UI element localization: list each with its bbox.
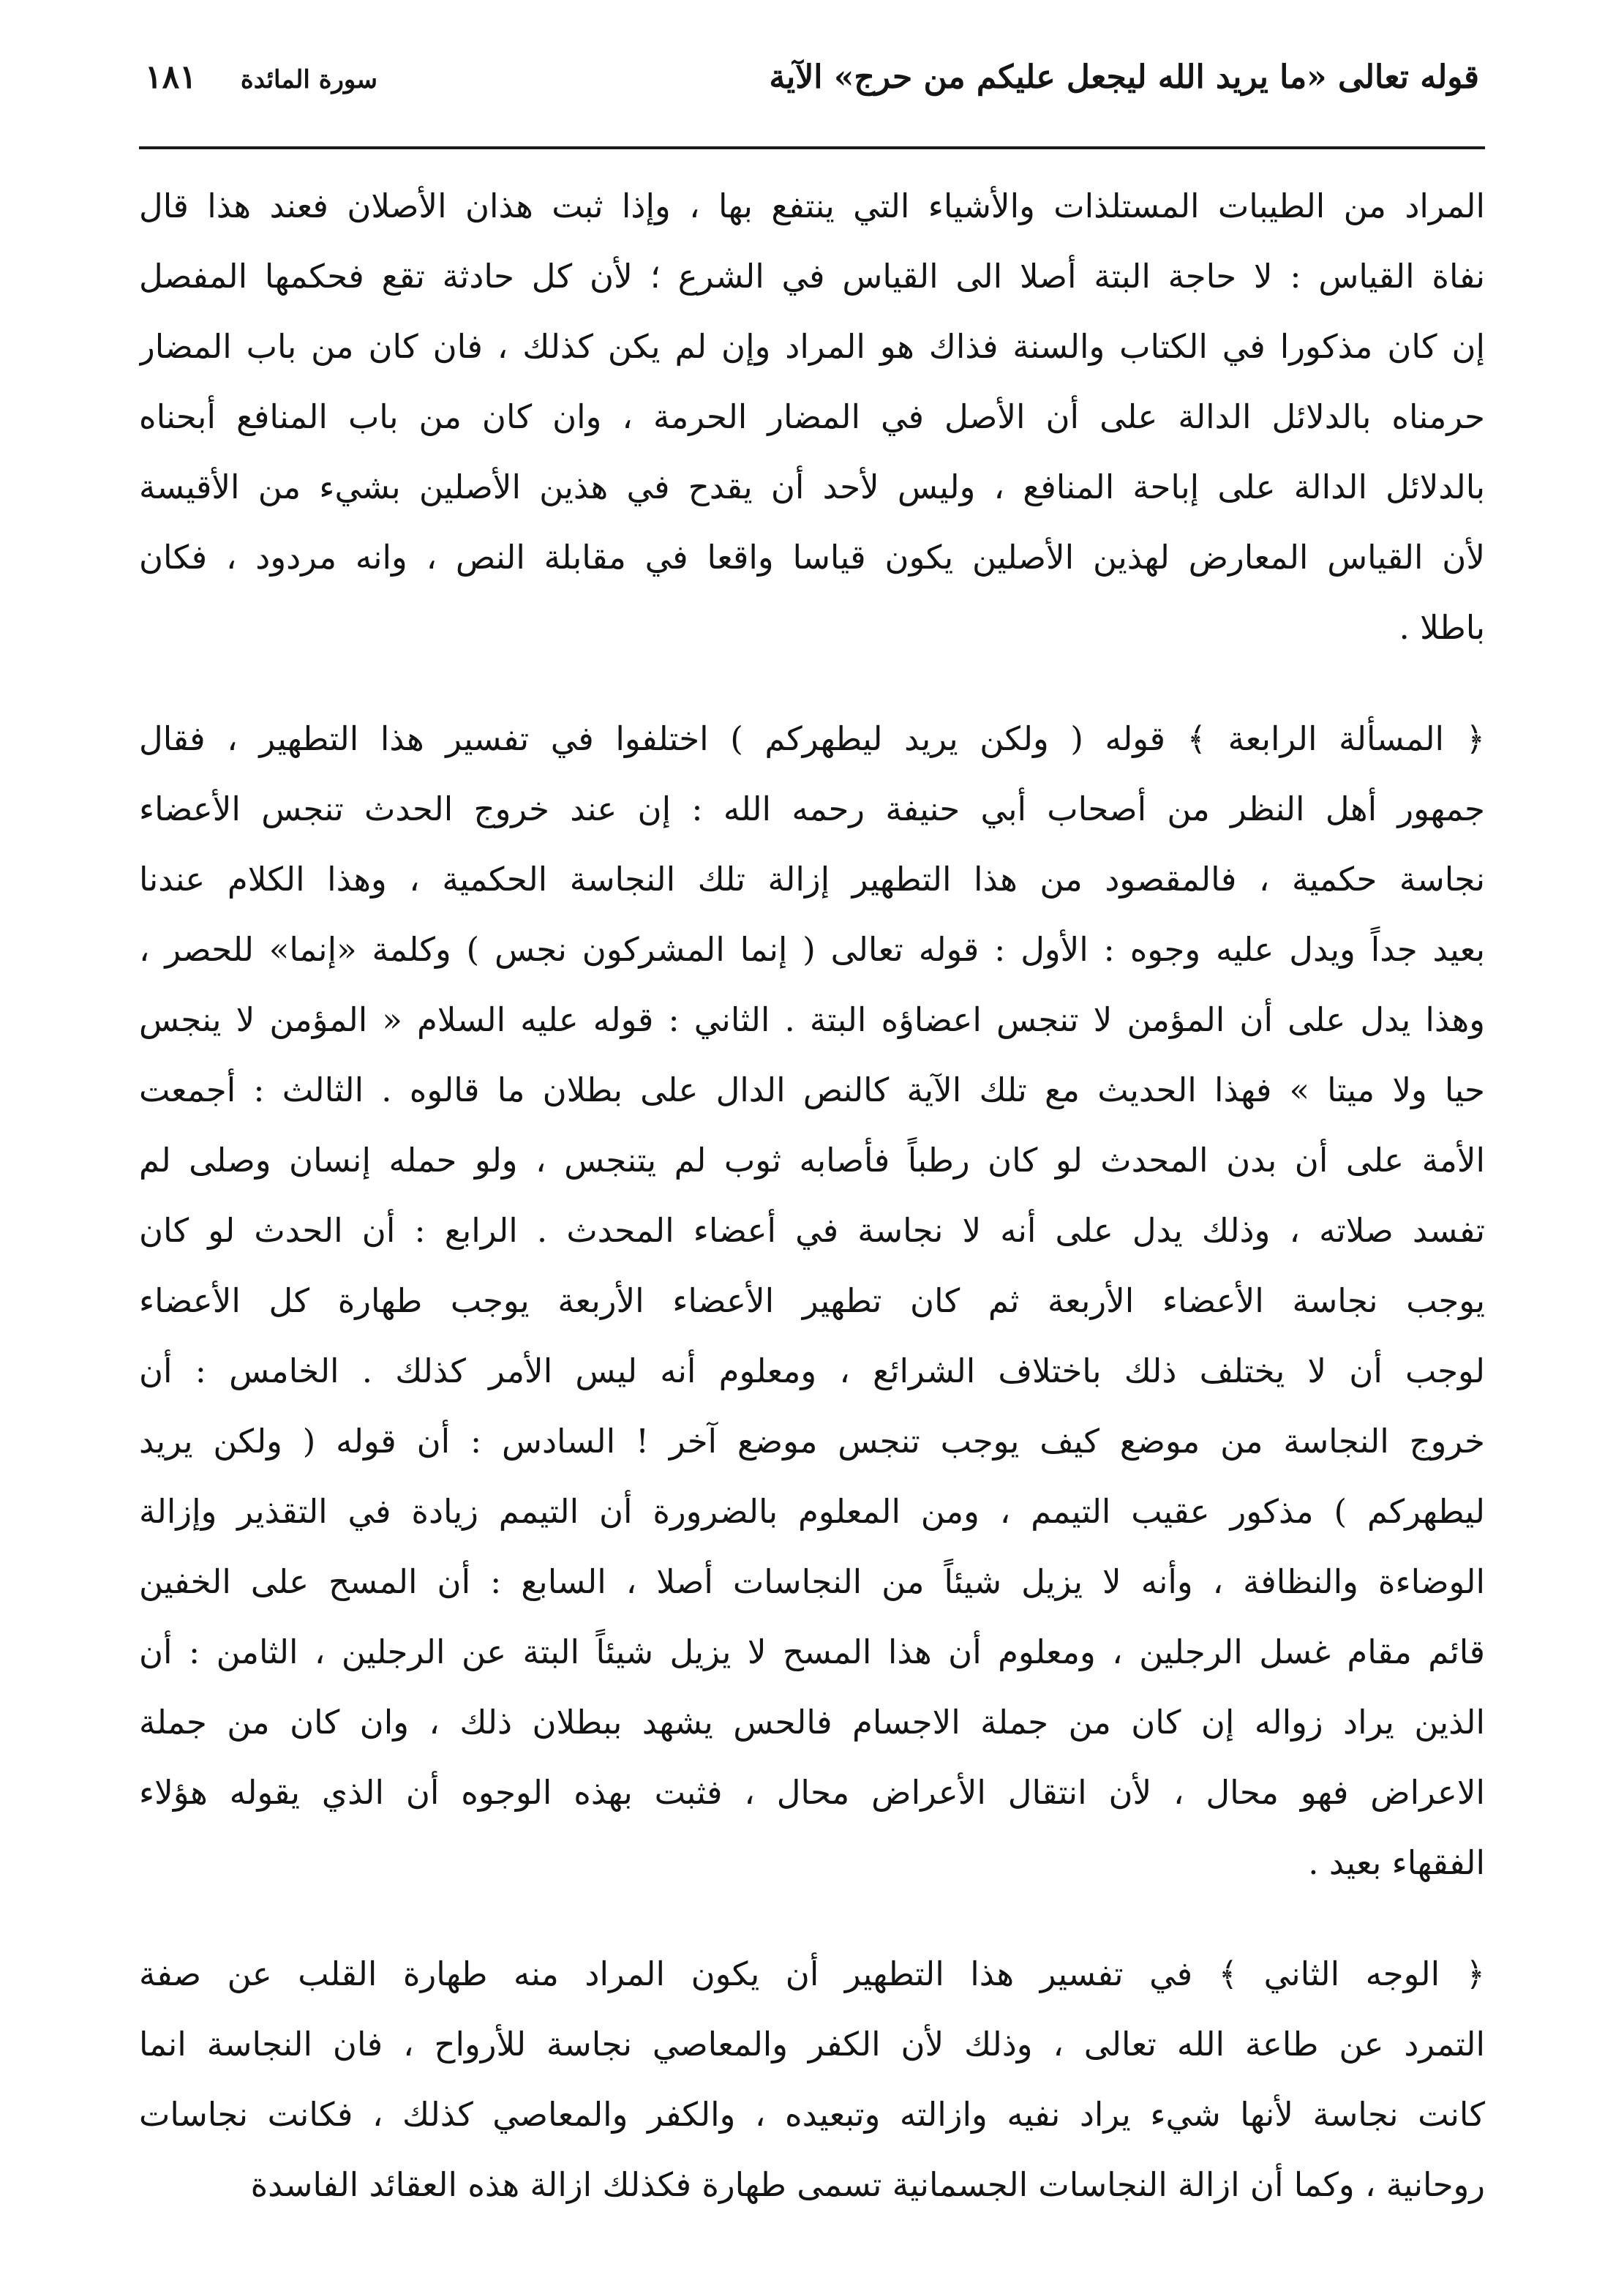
header-rule (139, 146, 1485, 149)
header-meta (145, 59, 377, 96)
text-line: حرمناه بالدلائل الدالة على أن الأصل في المضار الحرمة ، وان كان من باب المنافع أبحناه (139, 397, 1485, 436)
running-title: قوله تعالى «ما يريد الله ليجعل عليكم من حرج» الآية (769, 59, 1479, 96)
paragraph (139, 704, 1485, 1898)
surah-name: سورة المائدة (240, 65, 377, 94)
text-line: التمرد عن طاعة الله تعالى ، وذلك لأن الكفر والمعاصي نجاسة للأرواح ، فان النجاسة انما (139, 2025, 1485, 2064)
text-line: روحانية ، وكما أن ازالة النجاسات الجسمانية تسمى طهارة فكذلك ازالة هذه العقائد الفاسدة (250, 2165, 1485, 2204)
text-line: بعيد جداً ويدل عليه وجوه : الأول : قوله تعالى ( إنما المشركون نجس ) وكلمة «إنما» للحصر ، (139, 930, 1485, 969)
paragraph (139, 1939, 1485, 2220)
text-line: بالدلائل الدالة على إباحة المنافع ، وليس لأحد أن يقدح في هذين الأصلين بشيء من الأقيسة (139, 468, 1485, 506)
text-line: إن كان مذكورا في الكتاب والسنة فذاك هو المراد وإن لم يكن كذلك ، فان كان من باب المضار (139, 327, 1485, 366)
text-line: نفاة القياس : لا حاجة البتة أصلا الى القياس في الشرع ؛ لأن كل حادثة تقع فحكمها المفصل (139, 257, 1485, 296)
text-line: ﴿ الوجه الثاني ﴾ في تفسير هذا التطهير أن يكون المراد منه طهارة القلب عن صفة (139, 1955, 1485, 1993)
page-header (139, 59, 1485, 139)
text-line: الوضاءة والنظافة ، وأنه لا يزيل شيئاً من النجاسات أصلا ، السابع : أن المسح على الخفين (139, 1562, 1485, 1601)
text-line: جمهور أهل النظر من أصحاب أبي حنيفة رحمه الله : إن عند خروج الحدث تنجس الأعضاء (139, 790, 1485, 828)
text-line: الذين يراد زواله إن كان من جملة الاجسام فالحس يشهد ببطلان ذلك ، وان كان من جملة (139, 1703, 1485, 1742)
text-line: نجاسة حكمية ، فالمقصود من هذا التطهير إزالة تلك النجاسة الحكمية ، وهذا الكلام عندنا (139, 860, 1485, 899)
book-page (139, 59, 1485, 2220)
text-line: الفقهاء بعيد . (1308, 1843, 1485, 1882)
text-line: كانت نجاسة لأنها شيء يراد نفيه وازالته وتبعيده ، والكفر والمعاصي كذلك ، فكانت نجاسات (139, 2095, 1485, 2134)
text-line: قائم مقام غسل الرجلين ، ومعلوم أن هذا المسح لا يزيل شيئاً البتة عن الرجلين ، الثامن : أن (139, 1633, 1485, 1671)
text-line: لأن القياس المعارض لهذين الأصلين يكون قياسا واقعا في مقابلة النص ، وانه مردود ، فكان (139, 538, 1485, 577)
text-line: خروج النجاسة من موضع كيف يوجب تنجس موضع آخر ! السادس : أن قوله ( ولكن يريد (139, 1422, 1485, 1461)
text-line: الاعراض فهو محال ، لأن انتقال الأعراض محال ، فثبت بهذه الوجوه أن الذي يقوله هؤلاء (139, 1773, 1485, 1812)
text-line: ﴿ المسألة الرابعة ﴾ قوله ( ولكن يريد ليطهركم ) اختلفوا في تفسير هذا التطهير ، فقال (139, 719, 1485, 758)
paragraph (139, 171, 1485, 663)
text-line: يوجب نجاسة الأعضاء الأربعة ثم كان تطهير الأعضاء الأربعة يوجب طهارة كل الأعضاء (139, 1281, 1485, 1320)
text-line: وهذا يدل على أن المؤمن لا تنجس اعضاؤه البتة . الثاني : قوله عليه السلام « المؤمن لا ينجس (139, 1000, 1485, 1039)
page-number: ١٨١ (145, 59, 197, 96)
text-line: باطلا . (1399, 608, 1485, 647)
text-line: المراد من الطيبات المستلذات والأشياء التي ينتفع بها ، وإذا ثبت هذان الأصلان فعند هذا قال (139, 187, 1485, 225)
body-text (139, 171, 1485, 2220)
text-line: تفسد صلاته ، وذلك يدل على أنه لا نجاسة في أعضاء المحدث . الرابع : أن الحدث لو كان (139, 1211, 1485, 1250)
text-line: حيا ولا ميتا » فهذا الحديث مع تلك الآية كالنص الدال على بطلان ما قالوه . الثالث : أجمعت (139, 1071, 1485, 1109)
text-line: ليطهركم ) مذكور عقيب التيمم ، ومن المعلوم بالضرورة أن التيمم زيادة في التقذير وإزالة (139, 1492, 1485, 1531)
text-line: الأمة على أن بدن المحدث لو كان رطباً فأصابه ثوب لم يتنجس ، ولو حمله إنسان وصلى لم (139, 1141, 1485, 1180)
text-line: لوجب أن لا يختلف ذلك باختلاف الشرائع ، ومعلوم أنه ليس الأمر كذلك . الخامس : أن (139, 1352, 1485, 1390)
